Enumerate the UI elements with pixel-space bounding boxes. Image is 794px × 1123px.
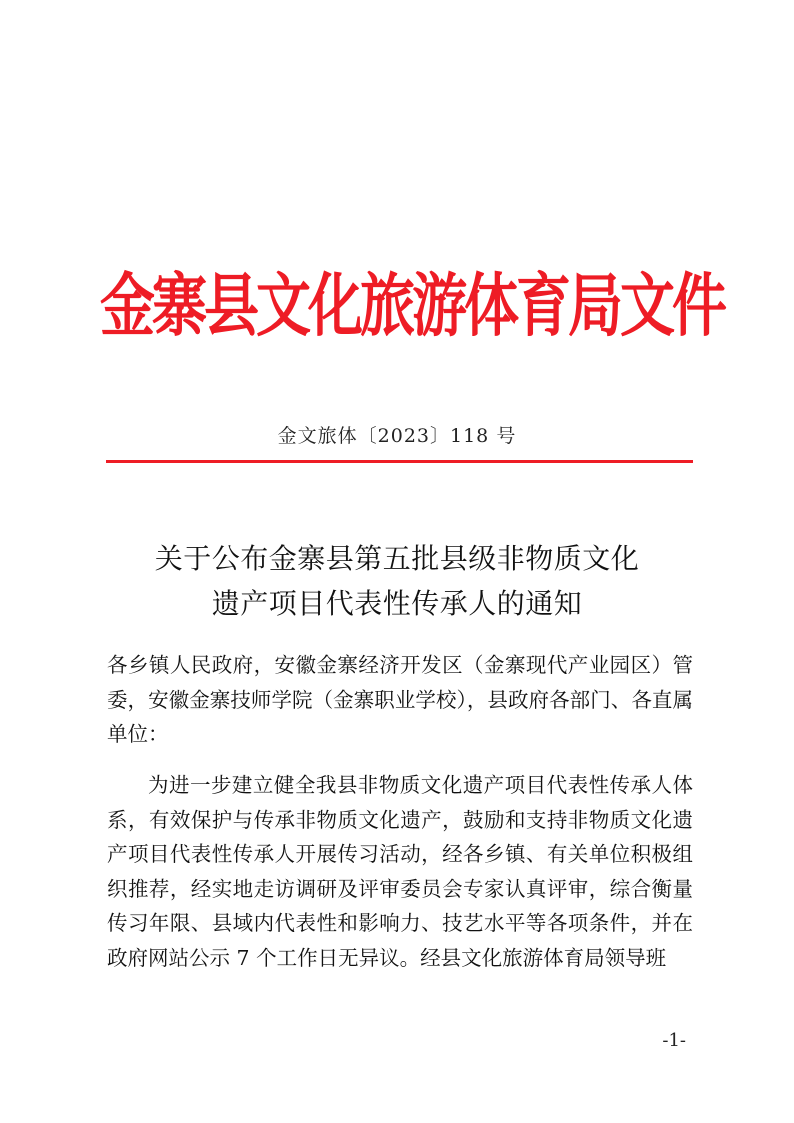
- page-number: -1-: [662, 1030, 686, 1051]
- salutation: 各乡镇人民政府，安徽金寨经济开发区（金寨现代产业园区）管委，安徽金寨技师学院（金寨职业学校），县政府各部门、各直属单位：: [107, 653, 693, 746]
- notice-title-line-2: 遗产项目代表性传承人的通知: [211, 587, 583, 620]
- issuing-authority-title: 金寨县文化旅游体育局文件: [100, 265, 725, 346]
- body-paragraph: 为进一步建立健全我县非物质文化遗产项目代表性传承人体系，有效保护与传承非物质文化遗产，鼓励和支持非物质文化遗产项目代表性传承人开展传习活动，经各乡镇、有关单位积极组织推荐，经实地走访调研及评审委员会专家认真评审，综合衡量传习年限、县域内代表性和影响力、技艺水平等各项条件，并在政府网站公示 7 个工作日无异议。经县文化旅游体育局领导班: [107, 773, 693, 970]
- notice-title-line-1: 关于公布金寨县第五批县级非物质文化: [154, 542, 640, 575]
- document-number: 金文旅体〔2023〕118 号: [277, 425, 517, 447]
- red-divider-line: [106, 460, 693, 463]
